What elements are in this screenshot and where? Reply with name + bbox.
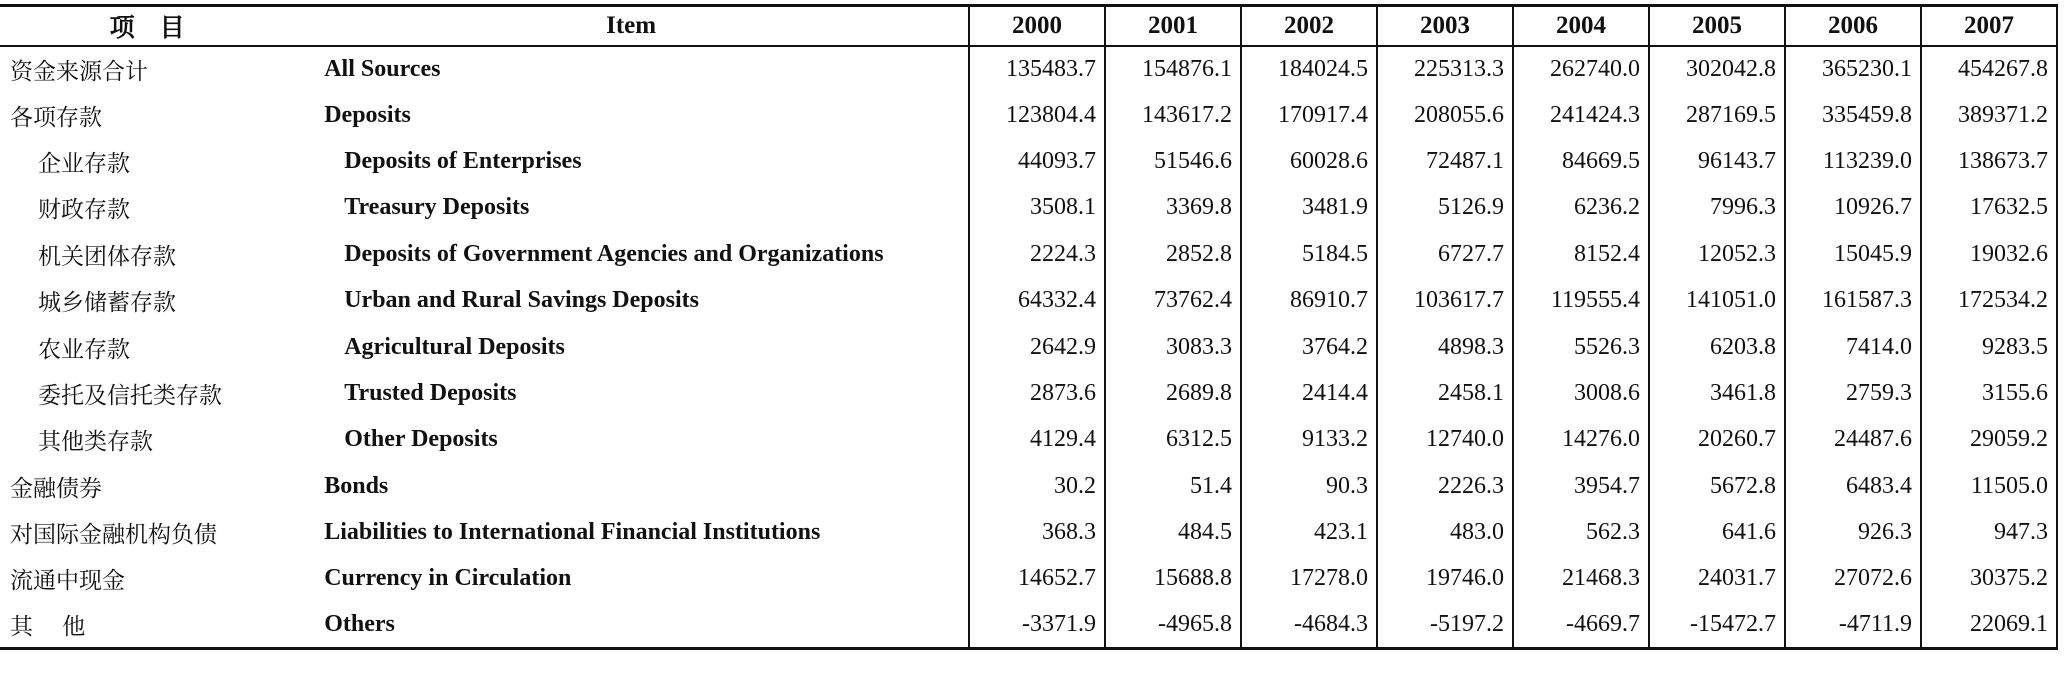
- table-row: [0, 370, 2057, 416]
- value-cell-2006: 926.3: [1785, 509, 1921, 555]
- value-cell-2004: 262740.0: [1513, 46, 1649, 92]
- value-cell-2005: 302042.8: [1649, 46, 1785, 92]
- row-label-en: Treasury Deposits: [344, 194, 530, 221]
- table-header: [0, 6, 2057, 46]
- value-cell-2000: 135483.7: [969, 46, 1105, 92]
- value-cell-2005: 5672.8: [1649, 463, 1785, 509]
- value-cell-2001: 484.5: [1105, 509, 1241, 555]
- row-label-en: Others: [294, 602, 969, 648]
- row-label-cn: 各项存款: [10, 104, 102, 131]
- value-cell-2000: 14652.7: [969, 556, 1105, 602]
- row-label-cn: 委托及信托类存款: [38, 382, 222, 409]
- row-label-en: Other Deposits: [344, 426, 498, 453]
- row-label-en: All Sources: [324, 55, 441, 82]
- value-cell-2006: 161587.3: [1785, 277, 1921, 323]
- value-cell-2007: 947.3: [1921, 509, 2057, 555]
- value-cell-2007: 29059.2: [1921, 417, 2057, 463]
- value-cell-2003: 72487.1: [1377, 138, 1513, 184]
- value-cell-2003: 12740.0: [1377, 417, 1513, 463]
- value-cell-2004: 3008.6: [1513, 370, 1649, 416]
- value-cell-2002: 184024.5: [1241, 46, 1377, 92]
- value-cell-2000: 4129.4: [969, 417, 1105, 463]
- value-cell-2007: 172534.2: [1921, 277, 2057, 323]
- value-cell-2006: 113239.0: [1785, 138, 1921, 184]
- value-cell-2005: 12052.3: [1649, 231, 1785, 277]
- value-cell-2002: 3764.2: [1241, 324, 1377, 370]
- value-cell-2005: 20260.7: [1649, 417, 1785, 463]
- row-label-cn: 对国际金融机构负债: [10, 522, 217, 549]
- value-cell-2001: 3369.8: [1105, 185, 1241, 231]
- value-cell-2002: 9133.2: [1241, 417, 1377, 463]
- value-cell-2003: 225313.3: [1377, 46, 1513, 92]
- value-cell-2000: 2642.9: [969, 324, 1105, 370]
- value-cell-2002: 60028.6: [1241, 138, 1377, 184]
- value-cell-2005: 141051.0: [1649, 277, 1785, 323]
- table-row: [0, 556, 2057, 602]
- value-cell-2007: 454267.8: [1921, 46, 2057, 92]
- header-item-cn: 项 目: [0, 6, 294, 46]
- value-cell-2002: 170917.4: [1241, 92, 1377, 138]
- value-cell-2002: 423.1: [1241, 509, 1377, 555]
- value-cell-2004: 8152.4: [1513, 231, 1649, 277]
- table-row: [0, 231, 2057, 277]
- value-cell-2004: 14276.0: [1513, 417, 1649, 463]
- value-cell-2000: 123804.4: [969, 92, 1105, 138]
- value-cell-2001: 3083.3: [1105, 324, 1241, 370]
- value-cell-2003: 483.0: [1377, 509, 1513, 555]
- value-cell-2004: 3954.7: [1513, 463, 1649, 509]
- value-cell-2007: 22069.1: [1921, 602, 2057, 648]
- row-label-cn: 流通中现金: [10, 568, 125, 595]
- value-cell-2001: 73762.4: [1105, 277, 1241, 323]
- value-cell-2004: 241424.3: [1513, 92, 1649, 138]
- header-row: [0, 6, 2057, 46]
- value-cell-2005: 24031.7: [1649, 556, 1785, 602]
- value-cell-2006: 27072.6: [1785, 556, 1921, 602]
- row-label-en: Liabilities to International Financial Institutions: [324, 519, 821, 546]
- row-label-en: Deposits: [324, 101, 411, 128]
- table-body: [0, 46, 2057, 649]
- header-year-2005: 2005: [1649, 6, 1785, 46]
- value-cell-2000: 64332.4: [969, 277, 1105, 323]
- row-label-cn: 农业存款: [38, 336, 130, 363]
- row-label-en: Deposits of Enterprises: [344, 147, 582, 174]
- value-cell-2006: 7414.0: [1785, 324, 1921, 370]
- value-cell-2001: 154876.1: [1105, 46, 1241, 92]
- row-label-en: Bonds: [324, 472, 389, 499]
- value-cell-2006: 15045.9: [1785, 231, 1921, 277]
- value-cell-2000: 30.2: [969, 463, 1105, 509]
- value-cell-2003: 6727.7: [1377, 231, 1513, 277]
- table-row: [0, 324, 2057, 370]
- row-label-en: Agricultural Deposits: [344, 333, 565, 360]
- row-label-cn: 其 他: [0, 602, 294, 648]
- table-row: [0, 417, 2057, 463]
- value-cell-2007: 19032.6: [1921, 231, 2057, 277]
- value-cell-2006: -4711.9: [1785, 602, 1921, 648]
- value-cell-2006: 10926.7: [1785, 185, 1921, 231]
- value-cell-2007: 11505.0: [1921, 463, 2057, 509]
- value-cell-2000: -3371.9: [969, 602, 1105, 648]
- value-cell-2007: 17632.5: [1921, 185, 2057, 231]
- header-year-2003: 2003: [1377, 6, 1513, 46]
- value-cell-2003: 2226.3: [1377, 463, 1513, 509]
- value-cell-2002: 90.3: [1241, 463, 1377, 509]
- value-cell-2005: 7996.3: [1649, 185, 1785, 231]
- value-cell-2004: 119555.4: [1513, 277, 1649, 323]
- value-cell-2002: 86910.7: [1241, 277, 1377, 323]
- value-cell-2003: 19746.0: [1377, 556, 1513, 602]
- value-cell-2001: 15688.8: [1105, 556, 1241, 602]
- value-cell-2004: -4669.7: [1513, 602, 1649, 648]
- value-cell-2006: 24487.6: [1785, 417, 1921, 463]
- table-row: [0, 463, 2057, 509]
- header-year-2001: 2001: [1105, 6, 1241, 46]
- value-cell-2002: -4684.3: [1241, 602, 1377, 648]
- table-row: [0, 138, 2057, 184]
- value-cell-2006: 2759.3: [1785, 370, 1921, 416]
- row-label-cn: 机关团体存款: [38, 243, 176, 270]
- value-cell-2004: 21468.3: [1513, 556, 1649, 602]
- value-cell-2002: 17278.0: [1241, 556, 1377, 602]
- sources-of-funds-table: [0, 4, 2058, 650]
- value-cell-2001: 2852.8: [1105, 231, 1241, 277]
- row-label-en: Urban and Rural Savings Deposits: [344, 287, 699, 314]
- value-cell-2005: -15472.7: [1649, 602, 1785, 648]
- value-cell-2007: 9283.5: [1921, 324, 2057, 370]
- value-cell-2005: 641.6: [1649, 509, 1785, 555]
- value-cell-2007: 138673.7: [1921, 138, 2057, 184]
- value-cell-2003: 4898.3: [1377, 324, 1513, 370]
- header-year-2004: 2004: [1513, 6, 1649, 46]
- value-cell-2005: 6203.8: [1649, 324, 1785, 370]
- value-cell-2001: 2689.8: [1105, 370, 1241, 416]
- value-cell-2006: 365230.1: [1785, 46, 1921, 92]
- value-cell-2003: 5126.9: [1377, 185, 1513, 231]
- table-row: [0, 602, 2057, 648]
- row-label-en: Currency in Circulation: [324, 565, 572, 592]
- value-cell-2004: 6236.2: [1513, 185, 1649, 231]
- value-cell-2002: 2414.4: [1241, 370, 1377, 416]
- value-cell-2006: 6483.4: [1785, 463, 1921, 509]
- value-cell-2001: 51.4: [1105, 463, 1241, 509]
- row-label-cn: 企业存款: [38, 150, 130, 177]
- value-cell-2000: 3508.1: [969, 185, 1105, 231]
- value-cell-2003: 103617.7: [1377, 277, 1513, 323]
- value-cell-2002: 5184.5: [1241, 231, 1377, 277]
- row-label-cn: 其他类存款: [38, 429, 153, 456]
- row-label-en: Trusted Deposits: [344, 379, 517, 406]
- table-row: [0, 46, 2057, 92]
- value-cell-2003: 2458.1: [1377, 370, 1513, 416]
- table-row: [0, 185, 2057, 231]
- header-year-2007: 2007: [1921, 6, 2057, 46]
- header-item-en: Item: [294, 6, 969, 46]
- value-cell-2003: 208055.6: [1377, 92, 1513, 138]
- value-cell-2007: 30375.2: [1921, 556, 2057, 602]
- row-label-cn: 金融债券: [10, 475, 102, 502]
- value-cell-2004: 562.3: [1513, 509, 1649, 555]
- value-cell-2000: 2224.3: [969, 231, 1105, 277]
- value-cell-2001: 143617.2: [1105, 92, 1241, 138]
- value-cell-2005: 287169.5: [1649, 92, 1785, 138]
- value-cell-2004: 5526.3: [1513, 324, 1649, 370]
- table-row: [0, 277, 2057, 323]
- header-year-2006: 2006: [1785, 6, 1921, 46]
- value-cell-2005: 96143.7: [1649, 138, 1785, 184]
- row-label-en: Deposits of Government Agencies and Organizations: [344, 240, 884, 267]
- table-row: [0, 92, 2057, 138]
- row-label-cn: 资金来源合计: [10, 58, 148, 85]
- value-cell-2007: 3155.6: [1921, 370, 2057, 416]
- value-cell-2000: 44093.7: [969, 138, 1105, 184]
- value-cell-2002: 3481.9: [1241, 185, 1377, 231]
- value-cell-2007: 389371.2: [1921, 92, 2057, 138]
- value-cell-2001: 51546.6: [1105, 138, 1241, 184]
- value-cell-2001: -4965.8: [1105, 602, 1241, 648]
- value-cell-2000: 2873.6: [969, 370, 1105, 416]
- value-cell-2006: 335459.8: [1785, 92, 1921, 138]
- table-row: [0, 509, 2057, 555]
- row-label-cn: 城乡储蓄存款: [38, 290, 176, 317]
- header-year-2000: 2000: [969, 6, 1105, 46]
- value-cell-2003: -5197.2: [1377, 602, 1513, 648]
- value-cell-2000: 368.3: [969, 509, 1105, 555]
- header-year-2002: 2002: [1241, 6, 1377, 46]
- value-cell-2004: 84669.5: [1513, 138, 1649, 184]
- row-label-cn: 财政存款: [38, 197, 130, 224]
- value-cell-2005: 3461.8: [1649, 370, 1785, 416]
- value-cell-2001: 6312.5: [1105, 417, 1241, 463]
